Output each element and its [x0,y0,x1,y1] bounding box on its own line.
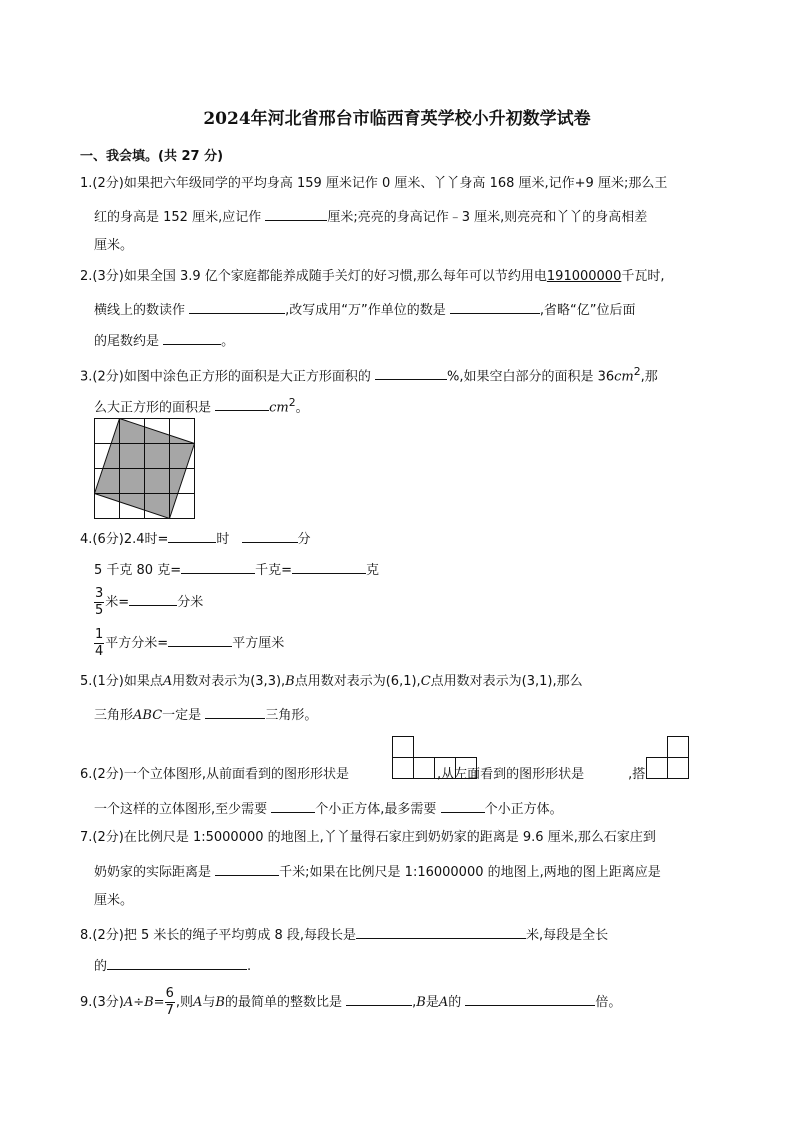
question-text: (2分)如图中涂色正方形的面积是大正方形面积的 [92,369,371,385]
question-text: (1分)如果点 [92,674,163,689]
point-b: B [285,674,295,689]
question-text: 的 [448,995,462,1010]
question-text: 千瓦时, [621,269,665,284]
question-text: 是 [425,995,439,1010]
answer-blank[interactable] [168,631,232,647]
question-text: , [412,995,417,1010]
question-number: 3. [80,369,93,385]
answer-blank[interactable] [129,590,177,606]
question-6-line-2 [94,797,563,820]
answer-blank[interactable] [242,527,298,543]
triangle-abc: ABC [133,708,163,723]
question-7-line-2 [94,860,661,883]
page-title: 2024年河北省邢台市临西育英学校小升初数学试卷 [203,109,591,129]
answer-blank[interactable] [168,527,216,543]
answer-blank[interactable] [189,298,285,314]
question-text: ,搭 [628,767,646,782]
question-number: 1. [80,176,93,191]
answer-blank[interactable] [181,558,255,574]
answer-blank[interactable] [163,329,221,345]
question-7-line-3 [94,891,133,911]
question-8-line-1 [80,923,608,946]
point-a: A [162,674,173,689]
question-text: 用数对表示为(3,3), [172,674,286,689]
fraction-denominator: 4 [95,644,104,659]
question-number: 9. [80,995,93,1010]
question-text: 奶奶家的实际距离是 [94,865,212,880]
question-text: . [247,959,252,974]
fraction-three-fifths [94,586,104,619]
question-text: 厘米。 [94,238,134,253]
question-text: 平方分米= [105,636,169,651]
variable-a: A [438,995,449,1010]
question-text: 。 [295,400,309,416]
question-text: 三角形 [94,708,134,723]
answer-blank[interactable] [346,990,412,1006]
question-2-line-1 [80,267,665,287]
question-text: 横线上的数读作 [94,303,186,318]
question-text: 的尾数约是 [94,334,160,349]
answer-blank[interactable] [271,797,315,813]
question-text: 厘米。 [94,893,134,908]
front-view-figure [392,736,482,780]
answer-blank[interactable] [356,923,526,939]
unit-cm: cm [269,400,289,416]
question-text: 倍。 [595,995,622,1010]
answer-blank[interactable] [215,860,279,876]
question-text: 个小正方体,最多需要 [315,802,437,817]
underlined-number: 191000000 [546,269,622,284]
fraction-numerator: 6 [165,986,174,1001]
question-text: ,则 [175,995,193,1010]
question-text: %,如果空白部分的面积是 36 [446,369,615,385]
answer-blank[interactable] [465,990,595,1006]
question-text: 克 [366,563,380,578]
question-text: 时 [216,532,230,547]
question-text: 厘米;亮亮的身高记作﹣3 厘米,则亮亮和丫丫的身高相差 [327,210,648,225]
square-grid-figure [94,418,196,520]
question-1-line-2 [94,205,647,228]
question-text: (2分)一个立体图形,从前面看到的图形形状是 [92,767,349,782]
question-text: ,省略“亿”位后面 [539,303,636,318]
question-number: 2. [80,269,93,284]
question-text: (3分) [92,995,124,1010]
section-heading: 一、我会填。(共 27 分) [80,149,224,164]
question-7-line-1 [80,828,656,848]
question-3-line-2 [94,393,309,418]
shaded-square [95,419,195,519]
question-text: 的最简单的整数比是 [224,995,342,1010]
question-text: ,从左面看到的图形形状是 [436,767,585,782]
fraction-numerator: 1 [95,627,104,642]
answer-blank[interactable] [450,298,540,314]
question-4-line-4 [94,627,284,660]
question-text: 。 [221,334,235,349]
fraction-one-quarter [94,627,104,660]
answer-blank[interactable] [215,395,269,411]
answer-blank[interactable] [107,954,247,970]
expression-a-div-b: A÷B= [123,995,165,1010]
question-4-line-1 [80,527,311,550]
question-number: 5. [80,674,93,689]
fraction-denominator: 7 [165,1003,174,1018]
fraction-six-sevenths [165,986,175,1019]
question-text: 点用数对表示为(6,1), [294,674,421,689]
question-text: 红的身高是 152 厘米,应记作 [94,210,262,225]
unit-superscript: 2 [288,396,296,409]
question-text: 米= [105,595,130,610]
question-text: 分米 [177,595,204,610]
question-text: ,改写成用“万”作单位的数是 [285,303,446,318]
question-9-line-1 [80,986,621,1019]
question-6-line-1 [80,765,645,785]
question-text: 点用数对表示为(3,1),那么 [430,674,583,689]
question-text: 个小正方体。 [484,802,563,817]
question-text: 三角形。 [265,708,318,723]
question-4-line-3 [94,586,203,619]
question-text: 与 [202,995,216,1010]
fraction-denominator: 5 [95,603,104,618]
question-number: 8. [80,928,93,943]
answer-blank[interactable] [205,703,265,719]
question-text: (2分)把 5 米长的绳子平均剪成 8 段,每段长是 [92,928,357,943]
left-view-figure [646,736,692,780]
question-text: 么大正方形的面积是 [94,400,212,416]
question-3-line-1 [80,362,658,387]
variable-b: B [215,995,225,1010]
question-text: 千米;如果在比例尺是 1:16000000 的地图上,两地的图上距离应是 [279,865,661,880]
question-text: 5 千克 80 克= [94,563,182,578]
question-1-line-3 [94,236,133,256]
variable-b: B [416,995,426,1010]
answer-blank[interactable] [441,797,485,813]
question-5-line-2 [94,703,317,726]
question-number: 6. [80,767,93,782]
question-2-line-3 [94,329,234,352]
question-number: 4. [80,532,93,547]
fraction-numerator: 3 [95,586,104,601]
question-text: 一定是 [162,708,202,723]
question-text: 米,每段是全长 [526,928,609,943]
question-1-line-1 [80,174,667,194]
question-text: 平方厘米 [232,636,285,651]
question-text: ,那 [640,369,658,385]
question-8-line-2 [94,954,251,977]
question-text: 的 [94,959,108,974]
unit-superscript: 2 [633,365,641,378]
question-text: 分 [297,532,311,547]
question-text: 一个这样的立体图形,至少需要 [94,802,268,817]
unit-cm: cm [614,369,634,385]
question-2-line-2 [94,298,636,321]
question-5-line-1 [80,672,583,692]
question-text: (3分)如果全国 3.9 亿个家庭都能养成随手关灯的好习惯,那么每年可以节约用电 [92,269,547,284]
answer-blank[interactable] [292,558,366,574]
point-c: C [420,674,431,689]
question-4-line-2 [94,558,379,581]
answer-blank[interactable] [265,205,327,221]
answer-blank[interactable] [375,364,447,380]
variable-a: A [192,995,203,1010]
question-text: 千克= [255,563,293,578]
question-text: (2分)在比例尺是 1:5000000 的地图上,丫丫量得石家庄到奶奶家的距离是 9.6 厘米,那么石家庄到 [92,830,656,845]
question-text: (2分)如果把六年级同学的平均身高 159 厘米记作 0 厘米、丫丫身高 168 厘米,记作+9 厘米;那么王 [92,176,668,191]
question-number: 7. [80,830,93,845]
question-text: (6分)2.4时= [92,532,169,547]
